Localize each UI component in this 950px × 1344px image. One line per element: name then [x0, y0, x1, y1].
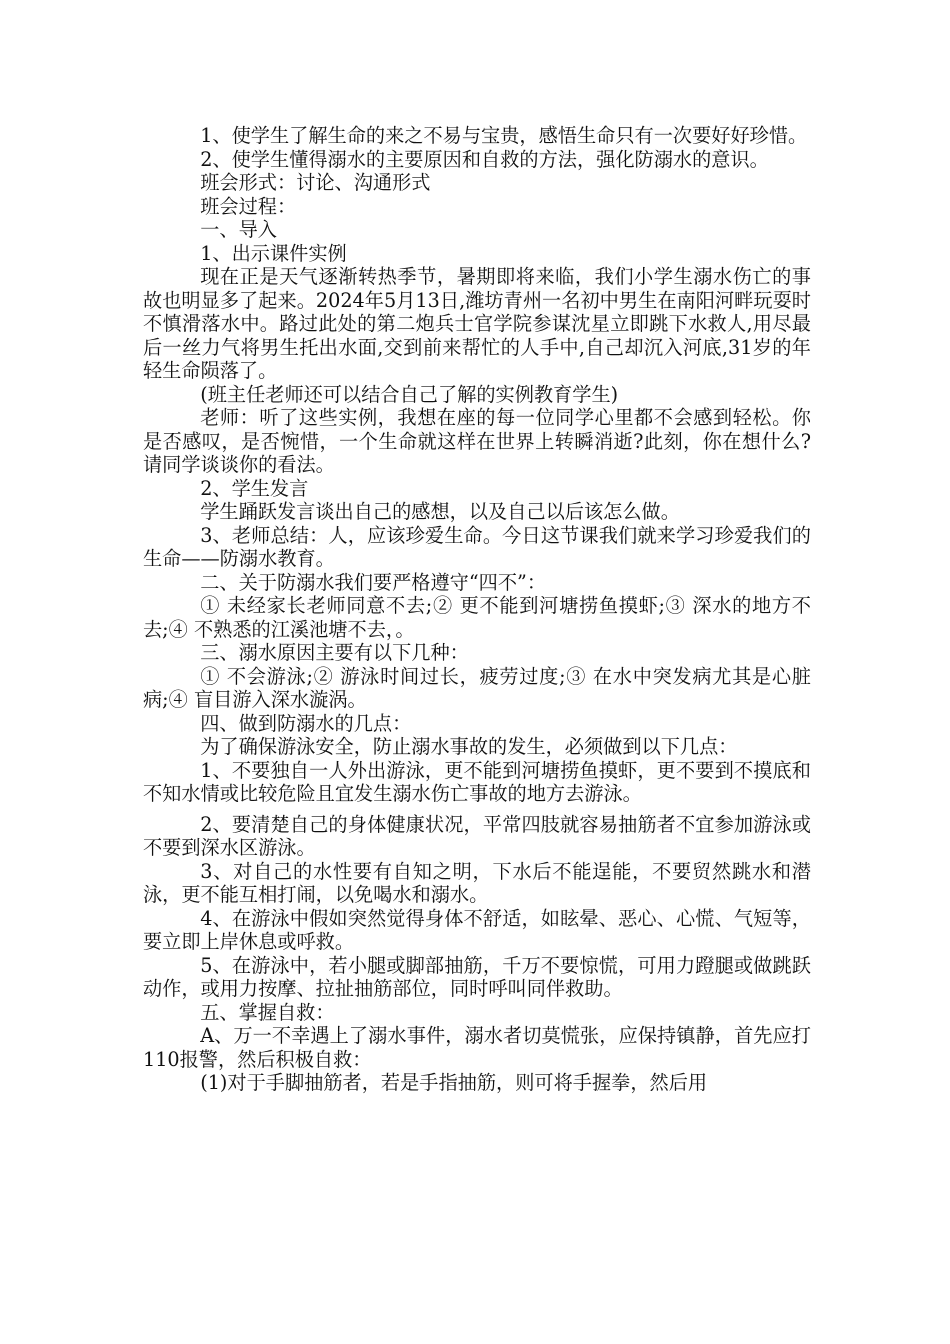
paragraph: 1、使学生了解生命的来之不易与宝贵，感悟生命只有一次要好好珍惜。: [200, 124, 808, 147]
paragraph: 班会形式：讨论、沟通形式: [200, 171, 431, 194]
paragraph: (1)对于手脚抽筋者，若是手指抽筋，则可将手握拳，然后用: [200, 1071, 708, 1094]
paragraph: 五、掌握自救：: [200, 1000, 335, 1024]
paragraph: 二、关于防溺水我们要严格遵守“四不”：: [200, 570, 547, 594]
paragraph: 2、要清楚自己的身体健康状况，平常四肢就容易抽筋者不宜参加游泳或不要到深水区游泳。: [143, 812, 811, 859]
paragraph: 现在正是天气逐渐转热季节，暑期即将来临，我们小学生溺水伤亡的事故也明显多了起来。2024年5月13日,潍坊青州一名初中男生在南阳河畔玩耍时不慎滑落水中。路过此处的第二炮兵士官学院参谋沈星立即跳下水救人,用尽最后一丝力气将男生托出水面,交到前来帮忙的人手中,自己却沉入河底,31岁的年轻生命陨落了。: [143, 265, 811, 382]
paragraph: 3、老师总结：人，应该珍爱生命。今日这节课我们就来学习珍爱我们的生命——防溺水教育。: [143, 523, 811, 570]
document-page: [143, 124, 811, 1095]
paragraph: (班主任老师还可以结合自己了解的实例教育学生): [200, 382, 619, 406]
paragraph: 3、对自己的水性要有自知之明，下水后不能逞能，不要贸然跳水和潜泳，更不能互相打闹，以免喝水和溺水。: [143, 859, 811, 906]
paragraph: 2、使学生懂得溺水的主要原因和自救的方法，强化防溺水的意识。: [200, 147, 769, 171]
paragraph: 4、在游泳中假如突然觉得身体不舒适，如眩晕、恶心、心慌、气短等，要立即上岸休息或呼救。: [143, 906, 811, 953]
paragraph: 5、在游泳中，若小腿或脚部抽筋，千万不要惊慌，可用力蹬腿或做跳跃动作，或用力按摩、拉扯抽筋部位，同时呼叫同伴救助。: [143, 953, 811, 1000]
paragraph: 老师：听了这些实例，我想在座的每一位同学心里都不会感到轻松。你是否感叹，是否惋惜，一个生命就这样在世界上转瞬消逝?此刻，你在想什么?请同学谈谈你的看法。: [143, 406, 811, 476]
paragraph: 1、不要独自一人外出游泳，更不能到河塘捞鱼摸虾，更不要到不摸底和不知水情或比较危险且宜发生溺水伤亡事故的地方去游泳。: [143, 758, 811, 805]
paragraph: 为了确保游泳安全，防止溺水事故的发生，必须做到以下几点：: [200, 735, 738, 758]
paragraph: 四、做到防溺水的几点：: [200, 711, 412, 735]
paragraph: ① 不会游泳;② 游泳时间过长，疲劳过度;③ 在水中突发病尤其是心脏病;④ 盲目游入深水漩涡。: [143, 664, 811, 711]
paragraph: 一、导入: [200, 218, 277, 241]
paragraph: 三、溺水原因主要有以下几种：: [200, 641, 469, 664]
paragraph: 1、出示课件实例: [200, 241, 347, 265]
paragraph: ① 未经家长老师同意不去;② 更不能到河塘捞鱼摸虾;③ 深水的地方不去;④ 不熟悉的江溪池塘不去，。: [143, 594, 811, 641]
paragraph: 班会过程：: [200, 194, 297, 218]
paragraph: A、万一不幸遇上了溺水事件，溺水者切莫慌张，应保持镇静，首先应打110报警，然后积极自救：: [143, 1024, 811, 1071]
paragraph: 2、学生发言: [200, 476, 309, 500]
paragraph: 学生踊跃发言谈出自己的感想，以及自己以后该怎么做。: [200, 500, 680, 523]
